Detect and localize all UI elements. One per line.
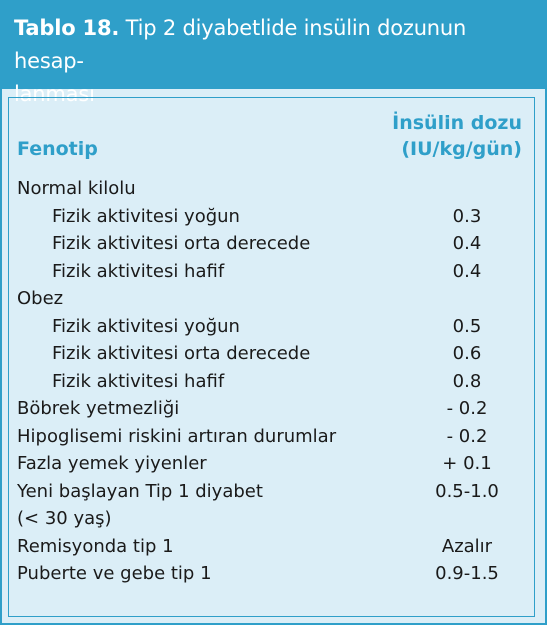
table-row: [9, 259, 534, 287]
row-label: (< 30 yaş): [17, 508, 112, 529]
table-title: Tip 2 diyabetlide insülin dozunun hesap-: [14, 16, 467, 73]
table-row: [9, 424, 534, 452]
table-row: [9, 231, 534, 259]
row-dose-value: - 0.2: [446, 425, 488, 447]
table-row: [9, 369, 534, 397]
table-number: Tablo 18.: [14, 16, 120, 40]
row-label: Böbrek yetmezliği: [17, 398, 180, 419]
table-row: [9, 204, 534, 232]
table-row: [9, 534, 534, 562]
table-row: [9, 506, 534, 534]
table-row: [9, 286, 534, 314]
row-dose-value: 0.3: [452, 205, 482, 227]
table-row: [9, 561, 534, 589]
table-caption-bar: [2, 2, 545, 106]
table-title-continued: lanması: [14, 82, 95, 106]
row-label: Yeni başlayan Tip 1 diyabet: [17, 480, 263, 502]
table-row: [9, 176, 534, 204]
table-body: [8, 97, 535, 617]
column-header-dose: [362, 110, 522, 162]
row-label: Fizik aktivitesi orta derecede: [52, 343, 311, 364]
table-rows: [9, 176, 534, 589]
table-row: [9, 396, 534, 424]
row-label: Fizik aktivitesi orta derecede: [52, 233, 311, 254]
table-row: [9, 451, 534, 479]
row-dose-value: 0.6: [452, 343, 482, 364]
row-dose-value: 0.5: [452, 315, 482, 337]
row-dose-value: 0.5-1.0: [435, 480, 499, 502]
row-label: Fazla yemek yiyenler: [17, 453, 207, 474]
row-label: Fizik aktivitesi yoğun: [52, 315, 240, 337]
row-label: Remisyonda tip 1: [17, 535, 174, 557]
table-row: [9, 479, 534, 507]
row-label: Hipoglisemi riskini artıran durumlar: [17, 425, 337, 447]
row-label: Fizik aktivitesi yoğun: [52, 205, 240, 227]
row-label: Obez: [17, 288, 64, 309]
row-dose-value: + 0.1: [442, 453, 492, 474]
row-dose-value: - 0.2: [446, 398, 488, 419]
row-dose-value: 0.9-1.5: [435, 563, 499, 584]
table-row: [9, 314, 534, 342]
row-label: Fizik aktivitesi hafif: [52, 260, 225, 282]
row-label: Puberte ve gebe tip 1: [17, 563, 212, 584]
row-label: Normal kilolu: [17, 178, 136, 199]
row-dose-value: 0.8: [452, 370, 482, 392]
column-header-dose-line2: (IU/kg/gün): [401, 138, 522, 160]
table-row: [9, 341, 534, 369]
row-label: Fizik aktivitesi hafif: [52, 370, 225, 392]
column-header-dose-line1: İnsülin dozu: [392, 112, 522, 134]
row-dose-value: Azalır: [441, 535, 493, 557]
row-dose-value: 0.4: [452, 260, 482, 282]
column-header-phenotype: Fenotip: [17, 138, 98, 160]
row-dose-value: 0.4: [452, 233, 482, 254]
